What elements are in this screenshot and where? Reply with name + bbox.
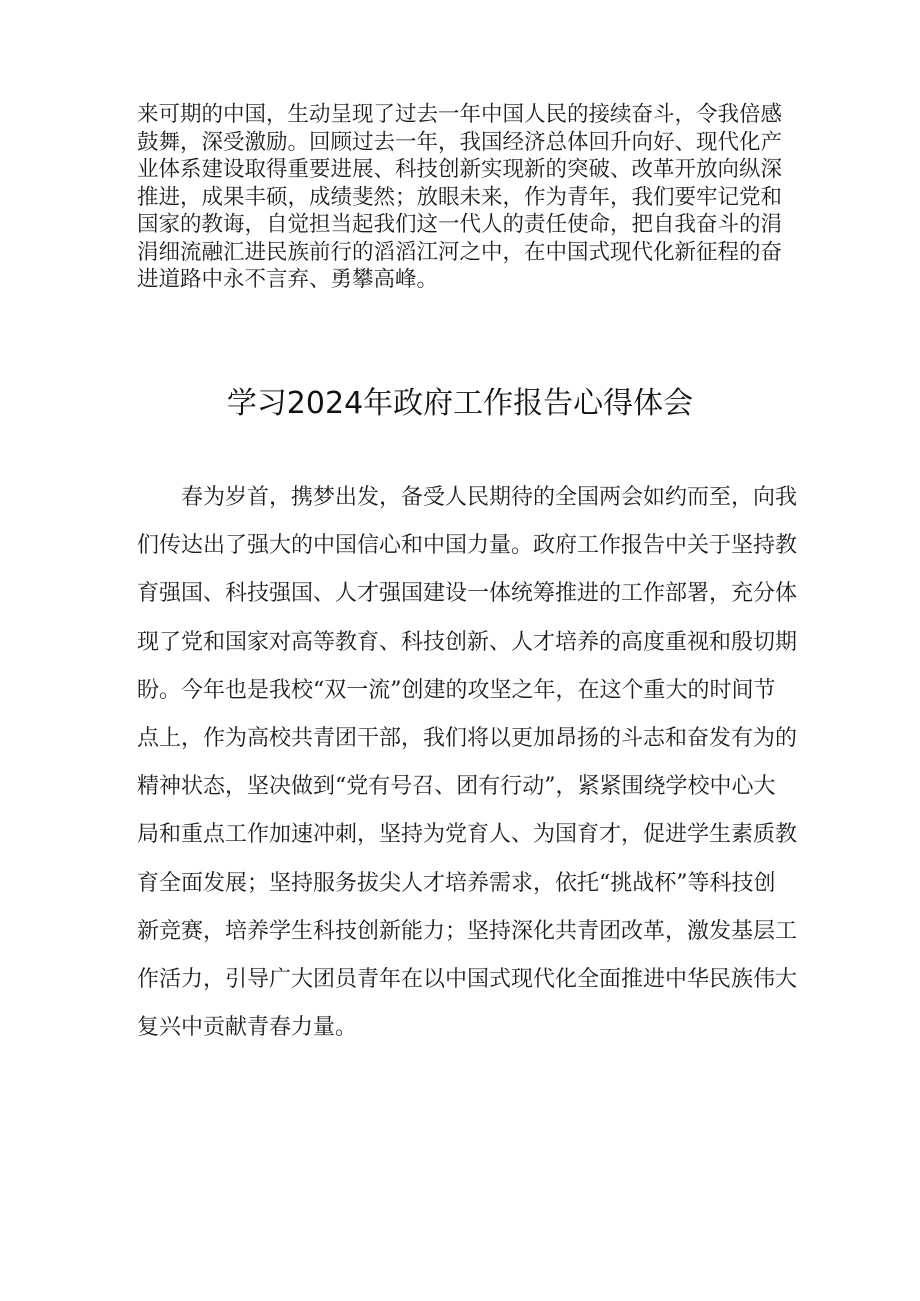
body-paragraph: 春为岁首，携梦出发，备受人民期待的全国两会如约而至，向我们传达出了强大的中国信心和中国力量。政府工作报告中关于坚持教育强国、科技强国、人才强国建设一体统筹推进的工作部署，充分体现了党和国家对高等教育、科技创新、人才培养的高度重视和殷切期盼。今年也是我校“双一流”创建的攻坚之年，在这个重大的时间节点上，作为高校共青团干部，我们将以更加昂扬的斗志和奋发有为的精神状态，坚决做到“党有号召、团有行动”，紧紧围绕学校中心大局和重点工作加速冲刺，坚持为党育人、为国育才，促进学生素质教育全面发展；坚持服务拔尖人才培养需求，依托“挑战杯”等科技创新竞赛，培养学生科技创新能力；坚持深化共青团改革，激发基层工作活力，引导广大团员青年在以中国式现代化全面推进中华民族伟大复兴中贡献青春力量。 — [137, 485, 798, 1041]
document-title: 学习2024年政府工作报告心得体会 — [226, 386, 694, 421]
continuation-paragraph: 来可期的中国，生动呈现了过去一年中国人民的接续奋斗，令我倍感鼓舞，深受激励。回顾过去一年，我国经济总体回升向好、现代化产业体系建设取得重要进展、科技创新实现新的突破、改革开放向纵深推进，成果丰硕，成绩斐然；放眼未来，作为青年，我们要牢记党和国家的教诲，自觉担当起我们这一代人的责任使命，把自我奋斗的涓涓细流融汇进民族前行的滔滔江河之中，在中国式现代化新征程的奋进道路中永不言弃、勇攀高峰。 — [137, 102, 783, 292]
